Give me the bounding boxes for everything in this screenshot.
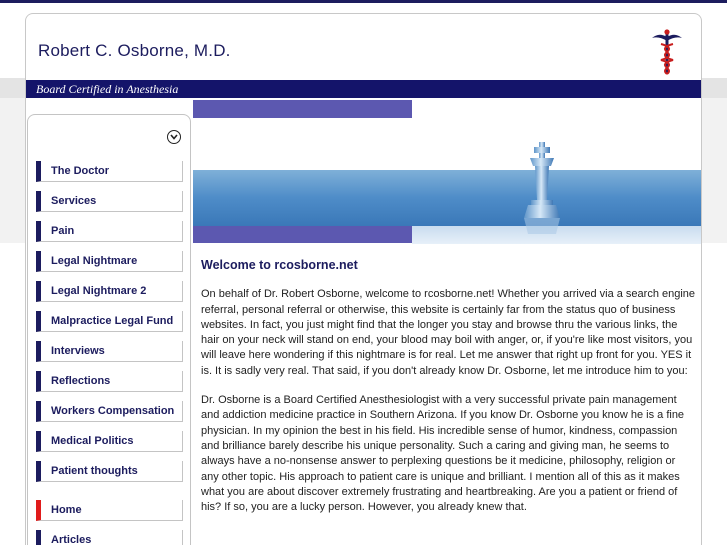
nav-item-workers-compensation[interactable]: Workers Compensation — [36, 401, 183, 422]
hero-banner — [193, 100, 702, 244]
intro-paragraph: On behalf of Dr. Robert Osborne, welcome to rcosborne.net! Whether you arrived via a search engine referral, personal referral or otherwise, this website is certainly far from the status quo of business websites. In fact, you just might find that the longer you stay and browse thru the various links, the hair on your neck will stand on end, your blood may boil with anger, or, if you're like most visitors, you will leave here wondering if this nightmare is for real. Let me answer that right up front for you. YES it is. It is sadly very real. That said, if you don't already know Dr. Osborne, let me introduce him to you: — [201, 288, 696, 377]
nav-item-malpractice-legal-fund[interactable]: Malpractice Legal Fund — [36, 311, 183, 332]
nav-item-legal-nightmare-2[interactable]: Legal Nightmare 2 — [36, 281, 183, 302]
chevron-down-circle-icon[interactable] — [167, 130, 181, 144]
tagline-bar: Board Certified in Anesthesia — [26, 80, 702, 98]
top-accent-bar — [0, 0, 727, 3]
nav-item-patient-thoughts[interactable]: Patient thoughts — [36, 461, 183, 482]
nav-item-services[interactable]: Services — [36, 191, 183, 212]
nav-item-reflections[interactable]: Reflections — [36, 371, 183, 392]
nav-item-medical-politics[interactable]: Medical Politics — [36, 431, 183, 452]
chess-king-icon — [520, 142, 564, 242]
page-container — [25, 13, 702, 545]
nav-item-legal-nightmare[interactable]: Legal Nightmare — [36, 251, 183, 272]
hero-gradient-band — [193, 170, 702, 226]
nav-item-home[interactable]: Home — [36, 500, 183, 521]
nav-item-the-doctor[interactable]: The Doctor — [36, 161, 183, 182]
main-content — [201, 258, 696, 529]
site-title: Robert C. Osborne, M.D. — [38, 41, 231, 60]
sidebar-nav — [27, 114, 191, 545]
nav-item-pain[interactable]: Pain — [36, 221, 183, 242]
about-paragraph: Dr. Osborne is a Board Certified Anesthesiologist with a very successful private pain management and addiction medicine practice in Southern Arizona. If you know Dr. Osborne you know he is a fine physician. In my opinion the best in his field. His incredible sense of humor, kindness, compassion and brilliance barely describe his unique personality. Such a caring and giving man, he seems to always have a no-nonsense answer to perplexing questions be it medicine, philosophy, religion or any other topic. His approach to patient care is unique and brilliant. I mention all of this as it makes what you are about discover extremely frustrating and heartbreaking. Are you a patient or friend of his? If so, you are a lucky person. However, you already knew that. — [201, 394, 685, 514]
page-heading: Welcome to rcosborne.net — [201, 258, 358, 272]
hero-accent-bottom — [193, 226, 412, 243]
nav-item-interviews[interactable]: Interviews — [36, 341, 183, 362]
nav-item-articles[interactable]: Articles — [36, 530, 183, 545]
caduceus-icon — [650, 28, 684, 76]
hero-accent-top — [193, 100, 412, 118]
